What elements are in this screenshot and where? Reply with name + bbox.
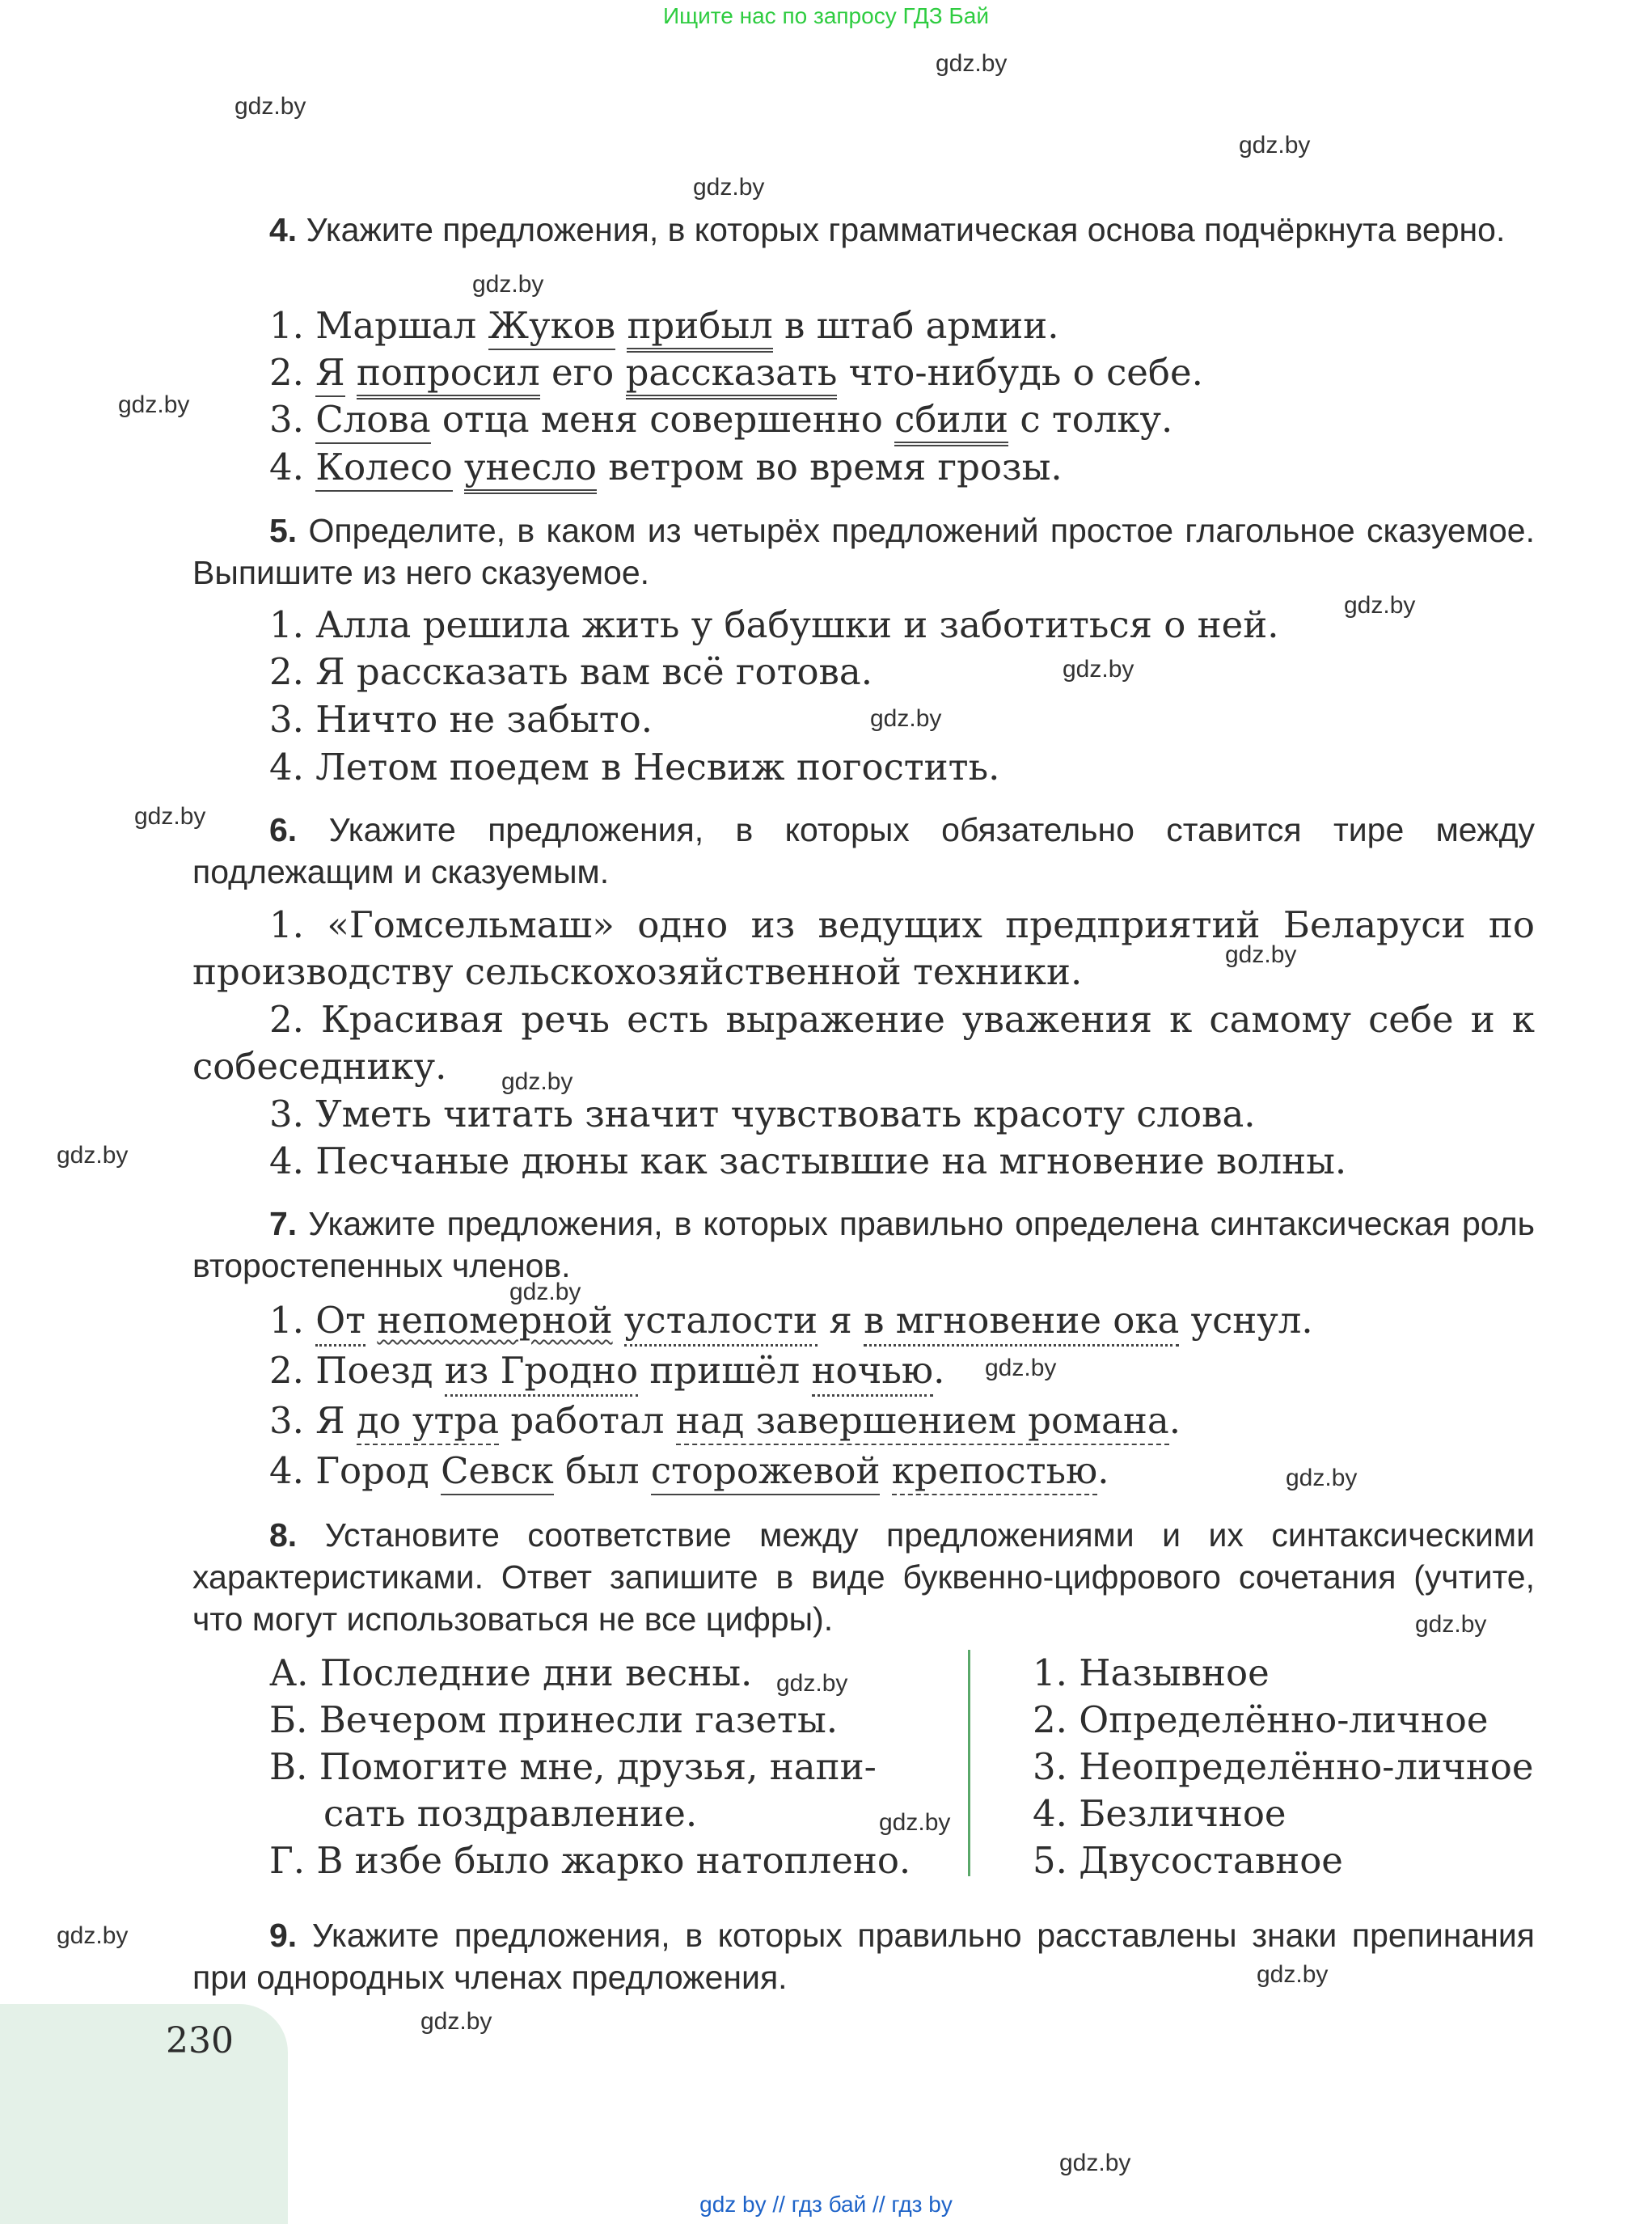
column-divider: [968, 1650, 970, 1876]
watermark: gdz.by: [134, 803, 206, 830]
task-6-prompt: 6. Укажите предложения, в которых обязательно ставится тире между подлежащим и сказуемым.: [192, 811, 1535, 890]
task-8-prompt: 8. Установите соответствие между предложениями и их синтаксическими характеристиками. Ответ запишите в виде буквенно-цифрового сочетания (учтите, что могут использоваться не все цифры).: [192, 1516, 1535, 1638]
page-number: 230: [166, 2020, 234, 2061]
task-4-item-4: 4. Колесо унесло ветром во время грозы.: [269, 444, 1063, 491]
task-4-prompt: 4. Укажите предложения, в которых грамматическая основа подчёркнута верно.: [269, 211, 1506, 248]
task-4-item-3: 3. Слова отца меня совершенно сбили с толку.: [269, 396, 1172, 443]
top-banner[interactable]: Ищите нас по запросу ГДЗ Бай: [662, 3, 990, 28]
task-7-item-4: 4. Город Севск был сторожевой крепостью.: [269, 1448, 1109, 1495]
task-5-item-3: 3. Ничто не забыто.: [269, 698, 653, 741]
task-6-item-3: 3. Уметь читать значит чувствовать красоту слова.: [269, 1093, 1256, 1135]
task-8-left-a: А. Последние дни весны.: [269, 1651, 753, 1694]
watermark: gdz.by: [57, 1922, 129, 1949]
task-5-item-2: 2. Я рассказать вам всё готова.: [269, 650, 873, 693]
watermark: gdz.by: [501, 1068, 573, 1095]
task-5-item-1: 1. Алла решила жить у бабушки и заботиться о ней.: [269, 603, 1279, 646]
task-8-right-3: 3. Неопределённо-личное: [1033, 1745, 1534, 1788]
watermark: gdz.by: [1059, 2150, 1131, 2176]
task-8-right-2: 2. Определённо-личное: [1033, 1698, 1489, 1741]
task-5-prompt: 5. Определите, в каком из четырёх предложений простое глагольное сказуемое. Выпишите из него сказуемое.: [192, 512, 1535, 591]
watermark: gdz.by: [693, 174, 765, 201]
watermark: gdz.by: [936, 50, 1008, 77]
task-4-item-2: 2. Я попросил его рассказать что-нибудь о себе.: [269, 349, 1203, 396]
watermark: gdz.by: [776, 1670, 848, 1697]
watermark: gdz.by: [118, 391, 190, 418]
task-8-left-v-cont: сать поздравление.: [323, 1792, 698, 1835]
footer-links[interactable]: gdz by // гдз бай // гдз by: [699, 2192, 953, 2217]
watermark: gdz.by: [1415, 1611, 1487, 1638]
task-7-item-2: 2. Поезд из Гродно пришёл ночью.: [269, 1347, 944, 1394]
task-7-prompt: 7. Укажите предложения, в которых правильно определена синтаксическая роль второстепенных членов.: [192, 1205, 1535, 1284]
watermark: gdz.by: [985, 1355, 1057, 1381]
task-9-prompt: 9. Укажите предложения, в которых правильно расставлены знаки препинания при однородных членах предложения.: [192, 1917, 1535, 1996]
task-5-item-4: 4. Летом поедем в Несвиж погостить.: [269, 746, 1000, 789]
task-8-left-b: Б. Вечером принесли газеты.: [269, 1698, 839, 1741]
watermark: gdz.by: [509, 1279, 581, 1305]
watermark: gdz.by: [57, 1142, 129, 1169]
watermark: gdz.by: [1257, 1961, 1329, 1988]
watermark: gdz.by: [879, 1809, 951, 1836]
task-8-right-1: 1. Назывное: [1033, 1651, 1270, 1694]
task-6-item-2: 2. Красивая речь есть выражение уважения к самому себе и к собеседнику.: [192, 998, 1535, 1088]
watermark: gdz.by: [1063, 656, 1134, 683]
watermark: gdz.by: [1225, 941, 1297, 968]
watermark: gdz.by: [870, 705, 942, 732]
task-6-item-1: 1. «Гомсельмаш» одно из ведущих предприятий Беларуси по производству сельскохозяйственной техники.: [192, 903, 1535, 993]
task-4-item-1: 1. Маршал Жуков прибыл в штаб армии.: [269, 302, 1059, 349]
task-8-right-4: 4. Безличное: [1033, 1792, 1287, 1835]
task-7-item-3: 3. Я до утра работал над завершением романа.: [269, 1397, 1181, 1444]
watermark: gdz.by: [1239, 132, 1311, 159]
watermark: gdz.by: [1286, 1465, 1358, 1491]
task-8-left-v: В. Помогите мне, друзья, напи-: [269, 1745, 877, 1788]
task-8-right-5: 5. Двусоставное: [1033, 1839, 1343, 1882]
watermark: gdz.by: [472, 271, 544, 298]
task-8-left-g: Г. В избе было жарко натоплено.: [269, 1839, 911, 1882]
task-6-item-4: 4. Песчаные дюны как застывшие на мгновение волны.: [269, 1139, 1347, 1182]
task-7-item-1: 1. От непомерной усталости я в мгновение ока уснул.: [269, 1297, 1313, 1344]
watermark: gdz.by: [420, 2008, 492, 2035]
watermark: gdz.by: [234, 93, 306, 120]
watermark: gdz.by: [1344, 592, 1416, 619]
